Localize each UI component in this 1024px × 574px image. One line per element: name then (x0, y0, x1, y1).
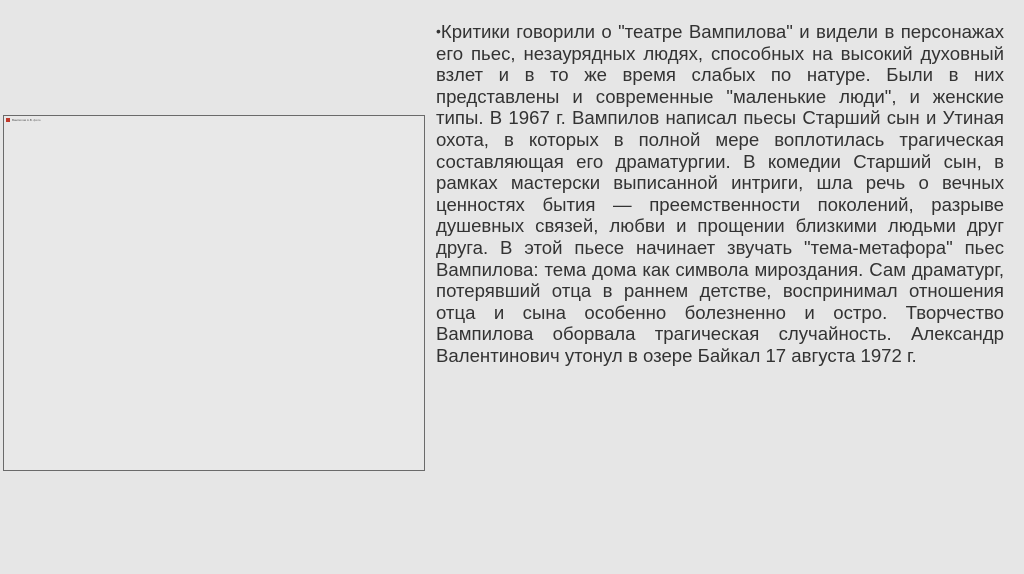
broken-image (6, 118, 41, 122)
slide-body-text (436, 21, 1004, 367)
body-paragraph: Критики говорили о "театре Вампилова" и видели в персонажах его пьес, незаурядных людях, способных на высокий духовный взлет и в то же время слабых по натуре. Были в них представлены и современные "маленькие люди", и женские типы. В 1967 г. Вампилов написал пьесы Старший сын и Утиная охота, в которых в полной мере воплотилась трагическая составляющая его драматургии. В комедии Старший сын, в рамках мастерски выписанной интриги, шла речь о вечных ценностях бытия — преемственности поколений, разрыве душевных связей, любви и прощении близкими людьми друг друга. В этой пьесе начинает звучать "тема-метафора" пьес Вампилова: тема дома как символа мироздания. Сам драматург, потерявший отца в раннем детстве, воспринимал отношения отца и сына особенно болезненно и остро. Творчество Вампилова оборвала трагическая случайность. Александр Валентинович утонул в озере Байкал 17 августа 1972 г. (436, 21, 1004, 366)
image-placeholder-frame (3, 115, 425, 471)
image-alt-text: Вампилов А.В. фото (12, 118, 41, 122)
bullet-glyph: • (436, 23, 441, 39)
broken-image-icon (6, 118, 10, 122)
